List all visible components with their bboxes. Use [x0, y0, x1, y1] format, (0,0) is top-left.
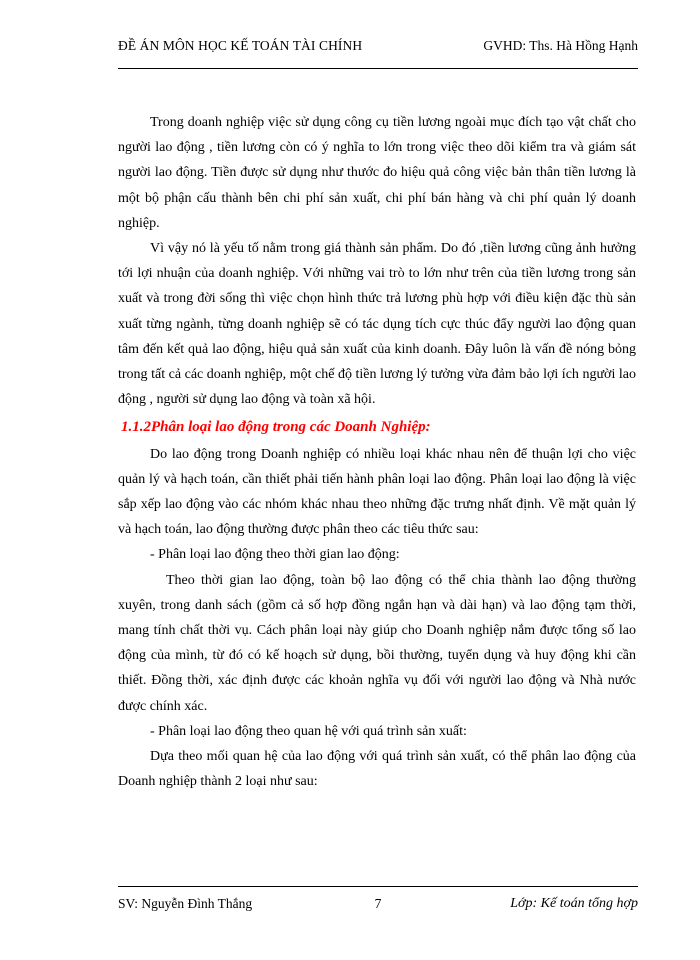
paragraph: Do lao động trong Doanh nghiệp có nhiều loại khác nhau nên để thuận lợi cho việc quản lý và hạch toán, cần thiết phải tiến hành phân loại lao động. Phân loại lao động là việc sắp xếp lao động vào các nhóm khác nhau theo những đặc trưng nhất định. Về mặt quản lý và hạch toán, lao động thường được phân theo các tiêu thức sau:: [118, 446, 636, 538]
paragraph: Trong doanh nghiệp việc sử dụng công cụ tiền lương ngoài mục đích tạo vật chất cho người lao động , tiền lương còn có ý nghĩa to lớn trong việc theo dõi kiểm tra và giám sát người lao động. Tiền được sử dụng như thước đo hiệu quả công việc bản thân tiền lương là một bộ phận cấu thành bên chi phí sản xuất, chi phí bán hàng và chi phí quản lý doanh nghiệp.: [118, 115, 636, 231]
class-name: Lớp: Kế toán tổng hợp: [510, 896, 638, 911]
section-heading: 1.1.2Phân loại lao động trong các Doanh Nghiệp:: [121, 419, 431, 436]
supervisor-name: GVHD: Ths. Hà Hồng Hạnh: [483, 38, 638, 53]
paragraph: Theo thời gian lao động, toàn bộ lao động có thể chia thành lao động thường xuyên, trong danh sách (gồm cả số hợp đồng ngắn hạn và dài hạn) và lao động tạm thời, mang tính chất thời vụ. Cách phân loại này giúp cho Doanh nghiệp nắm được tổng số lao động của mình, từ đó có kế hoạch sử dụng, bồi thường, tuyển dụng và huy động khi cần thiết. Đồng thời, xác định được các khoản nghĩa vụ đối với người lao động và Nhà nước được chính xác.: [118, 572, 636, 714]
student-name: SV: Nguyễn Đình Thắng: [118, 896, 253, 911]
page-body: [118, 110, 636, 794]
bullet-item: - Phân loại lao động theo quan hệ với quá trình sản xuất:: [150, 723, 467, 739]
document-title: ĐỀ ÁN MÔN HỌC KẾ TOÁN TÀI CHÍNH: [118, 38, 363, 53]
paragraph: Vì vậy nó là yếu tố nằm trong giá thành sản phẩm. Do đó ,tiền lương cũng ảnh hưởng tới lợi nhuận của doanh nghiệp. Với những vai trò to lớn như trên của tiền lương trong sản xuất và trong đời sống thì việc chọn hình thức trả lương phù hợp với điều kiện đặc thù sản xuất từng ngành, từng doanh nghiệp sẽ có tác dụng tích cực thúc đẩy người lao động quan tâm đến kết quả lao động, hiệu quả sản xuất của kinh doanh. Đây luôn là vấn đề nóng bỏng trong tất cả các doanh nghiệp, một chế độ tiền lương lý tưởng vừa đảm bảo lợi ích người lao động , người sử dụng lao động và toàn xã hội.: [118, 241, 636, 408]
page-header: [118, 38, 638, 69]
page-number: 7: [374, 896, 382, 911]
paragraph: Dựa theo mối quan hệ của lao động với quá trình sản xuất, có thể phân lao động của Doanh nghiệp thành 2 loại như sau:: [118, 749, 636, 790]
bullet-item: - Phân loại lao động theo thời gian lao động:: [150, 547, 400, 563]
page-footer: [118, 886, 638, 927]
